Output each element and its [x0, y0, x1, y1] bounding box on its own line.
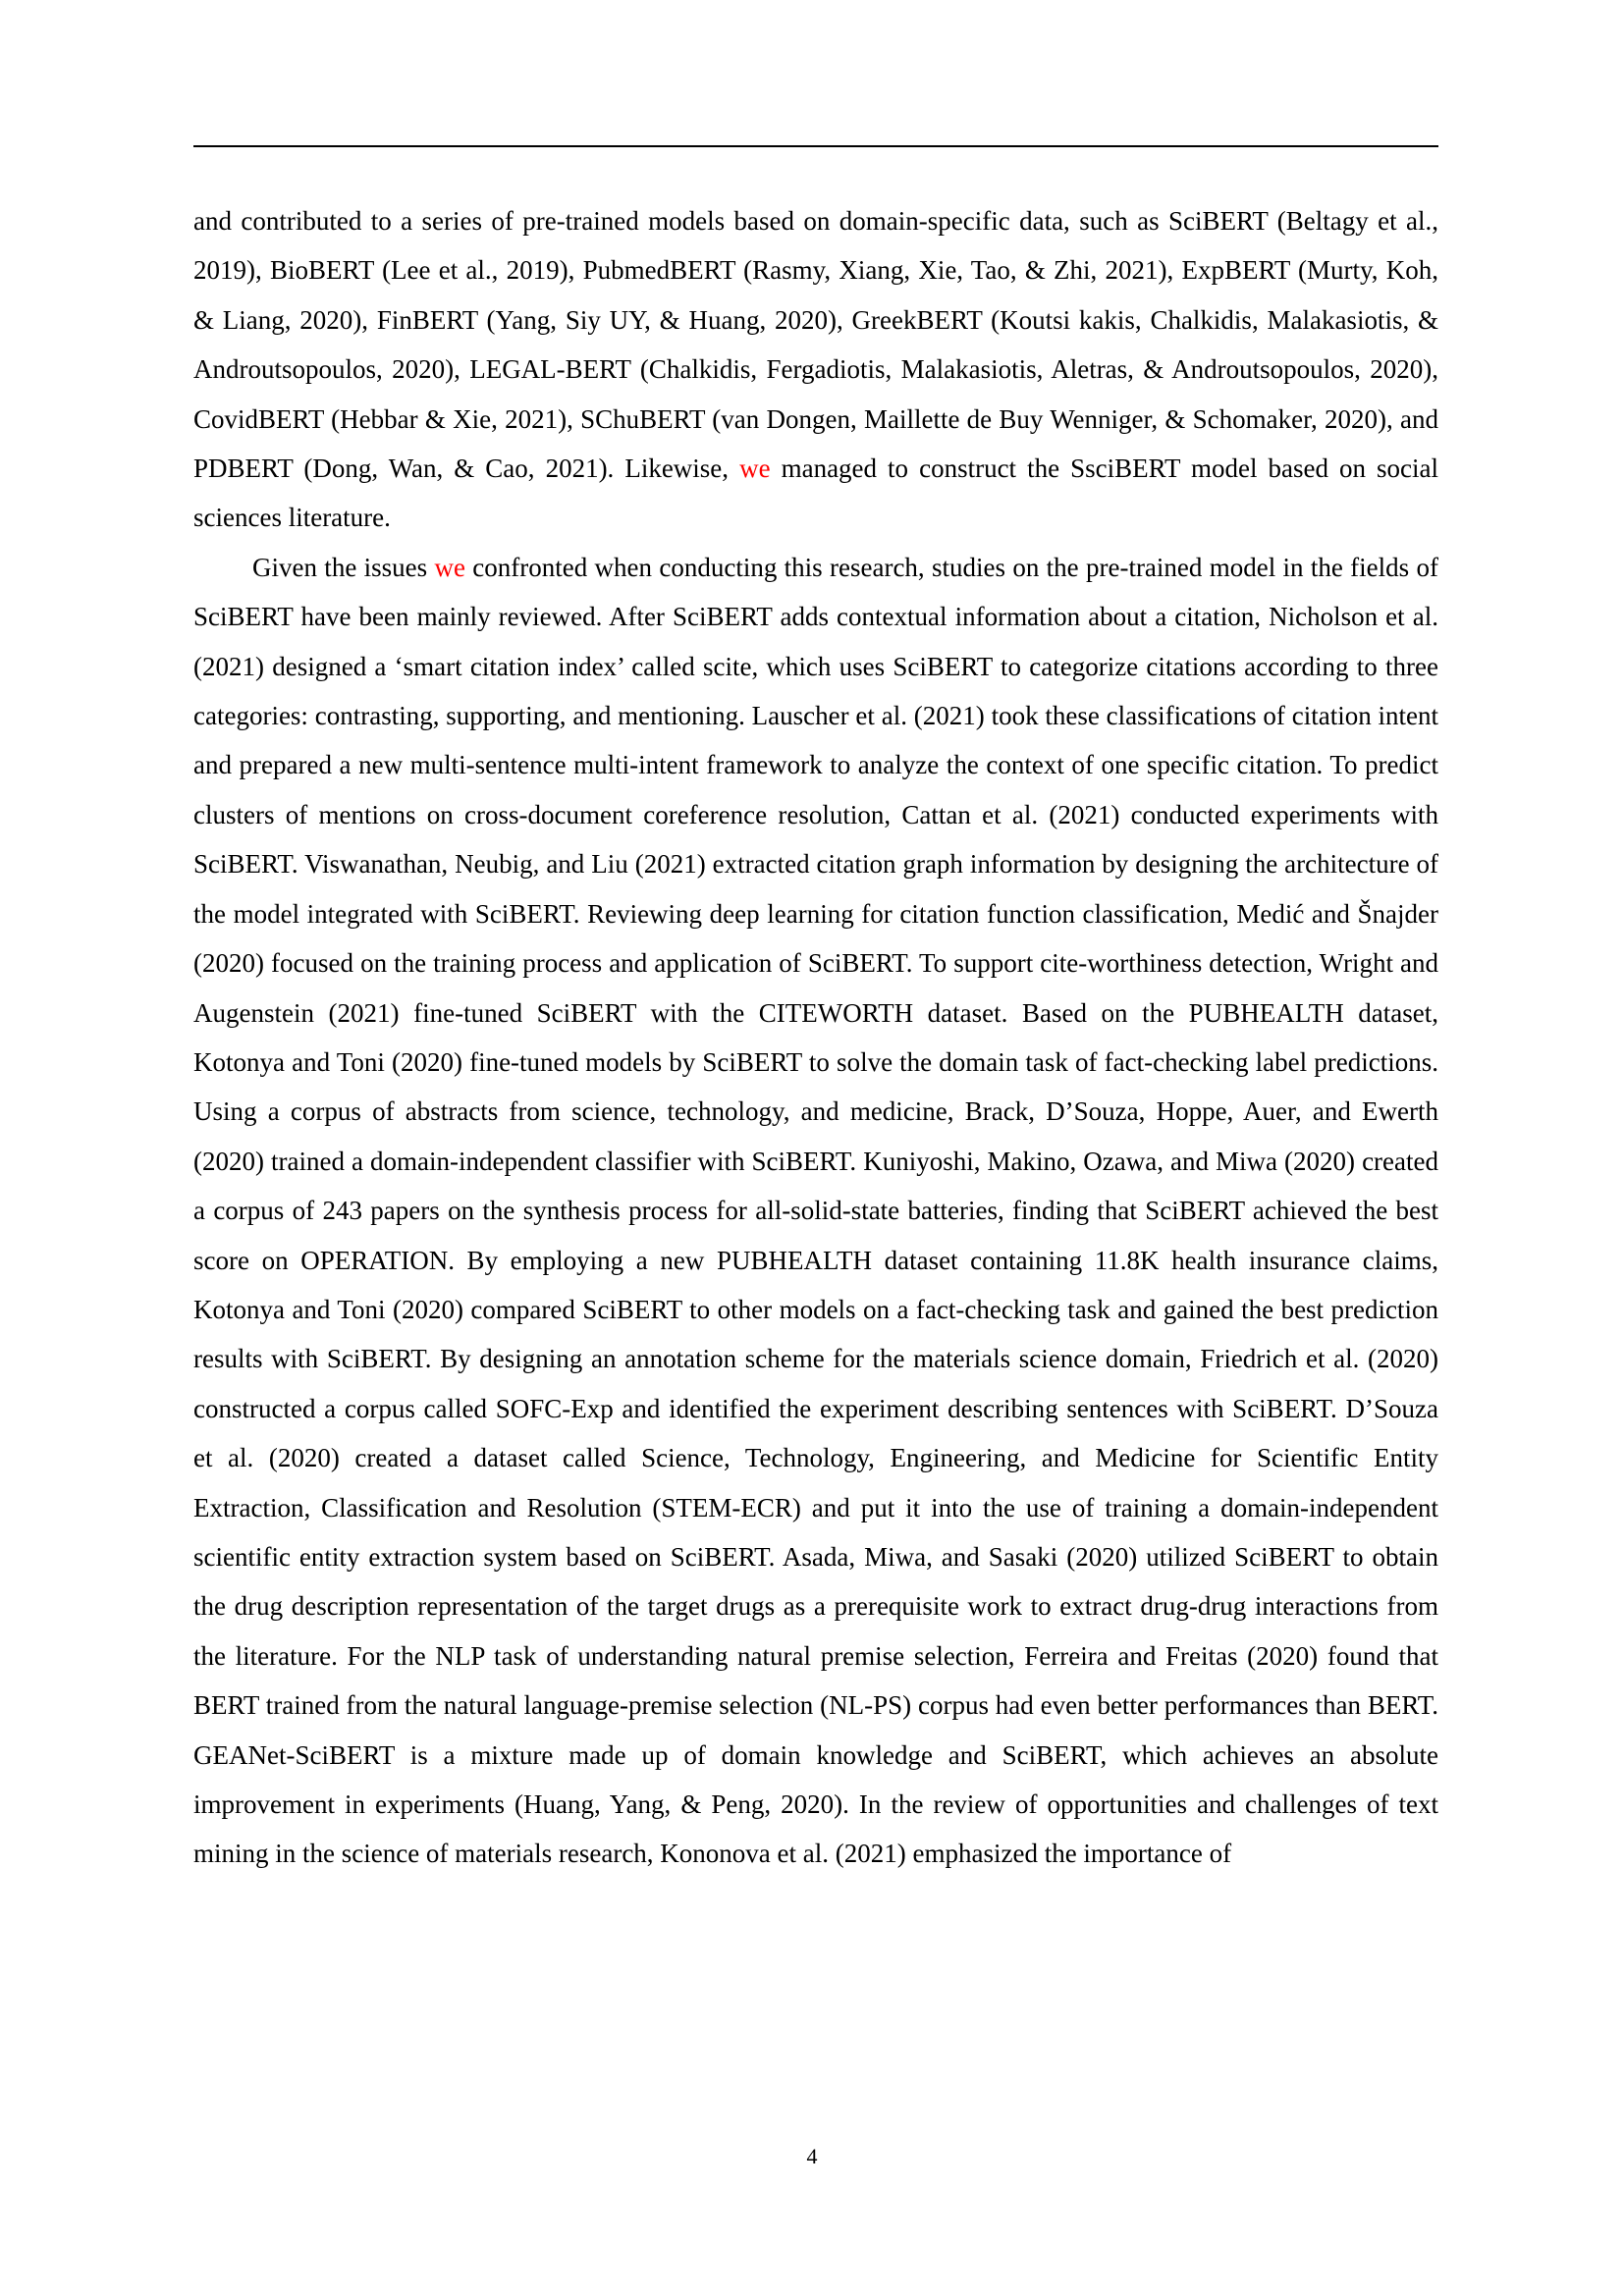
highlighted-word-we: we [434, 552, 465, 582]
paragraph-2 [193, 543, 1438, 1879]
paragraph-1-text-start: and contributed to a series of pre-trained models based on domain-specific data, such as SciBERT (Beltagy et al., 2019), BioBERT (Lee et al., 2019), PubmedBERT (Rasmy, Xiang, Xie, Tao, & Zhi, 2021), ExpBERT (Murty, Koh, & Liang, 2020), FinBERT (Yang, Siy UY, & Huang, 2020), GreekBERT (Koutsi kakis, Chalkidis, Malakasiotis, & Androutsopoulos, 2020), LEGAL-BERT (Chalkidis, Fergadiotis, Malakasiotis, Aletras, & Androutsopoulos, 2020), CovidBERT (Hebbar & Xie, 2021), SChuBERT (van Dongen, Maillette de Buy Wenniger, & Schomaker, 2020), and PDBERT (Dong, Wan, & Cao, 2021). Likewise, [193, 206, 1438, 484]
paragraph-2-text-end: confronted when conducting this research, studies on the pre-trained model in the fields of SciBERT have been mainly reviewed. After SciBERT adds contextual information about a citation, Nicholson et al. (2021) designed a ‘smart citation index’ called scite, which uses SciBERT to categorize citations according to three categories: contrasting, supporting, and mentioning. Lauscher et al. (2021) took these classifications of citation intent and prepared a new multi-sentence multi-intent framework to analyze the context of one specific citation. To predict clusters of mentions on cross-document coreference resolution, Cattan et al. (2021) conducted experiments with SciBERT. Viswanathan, Neubig, and Liu (2021) extracted citation graph information by designing the architecture of the model integrated with SciBERT. Reviewing deep learning for citation function classification, Medić and Šnajder (2020) focused on the training process and application of SciBERT. To support cite-worthiness detection, Wright and Augenstein (2021) fine-tuned SciBERT with the CITEWORTH dataset. Based on the PUBHEALTH dataset, Kotonya and Toni (2020) fine-tuned models by SciBERT to solve the domain task of fact-checking label predictions. Using a corpus of abstracts from science, technology, and medicine, Brack, D’Souza, Hoppe, Auer, and Ewerth (2020) trained a domain-independent classifier with SciBERT. Kuniyoshi, Makino, Ozawa, and Miwa (2020) created a corpus of 243 papers on the synthesis process for all-solid-state batteries, finding that SciBERT achieved the best score on OPERATION. By employing a new PUBHEALTH dataset containing 11.8K health insurance claims, Kotonya and Toni (2020) compared SciBERT to other models on a fact-checking task and gained the best prediction results with SciBERT. By designing an annotation scheme for the materials science domain, Friedrich et al. (2020) constructed a corpus called SOFC-Exp and identified the experiment describing sentences with SciBERT. D’Souza et al. (2020) created a dataset called Science, Technology, Engineering, and Medicine for Scientific Entity Extraction, Classification and Resolution (STEM-ECR) and put it into the use of training a domain-independent scientific entity extraction system based on SciBERT. Asada, Miwa, and Sasaki (2020) utilized SciBERT to obtain the drug description representation of the target drugs as a prerequisite work to extract drug-drug interactions from the literature. For the NLP task of understanding natural premise selection, Ferreira and Freitas (2020) found that BERT trained from the natural language-premise selection (NL-PS) corpus had even better performances than BERT. GEANet-SciBERT is a mixture made up of domain knowledge and SciBERT, which achieves an absolute improvement in experiments (Huang, Yang, & Peng, 2020). In the review of opportunities and challenges of text mining in the science of materials research, Kononova et al. (2021) emphasized the importance of [193, 552, 1438, 1869]
paragraph-1-text-end: managed to construct the SsciBERT model based on social sciences literature. [193, 454, 1438, 533]
page-number: 4 [806, 2144, 818, 2168]
highlighted-word-we: we [739, 454, 771, 484]
header-rule [193, 145, 1438, 147]
body-text [193, 196, 1438, 1879]
paragraph-1 [193, 196, 1438, 543]
paragraph-2-text-start: Given the issues [252, 552, 435, 582]
